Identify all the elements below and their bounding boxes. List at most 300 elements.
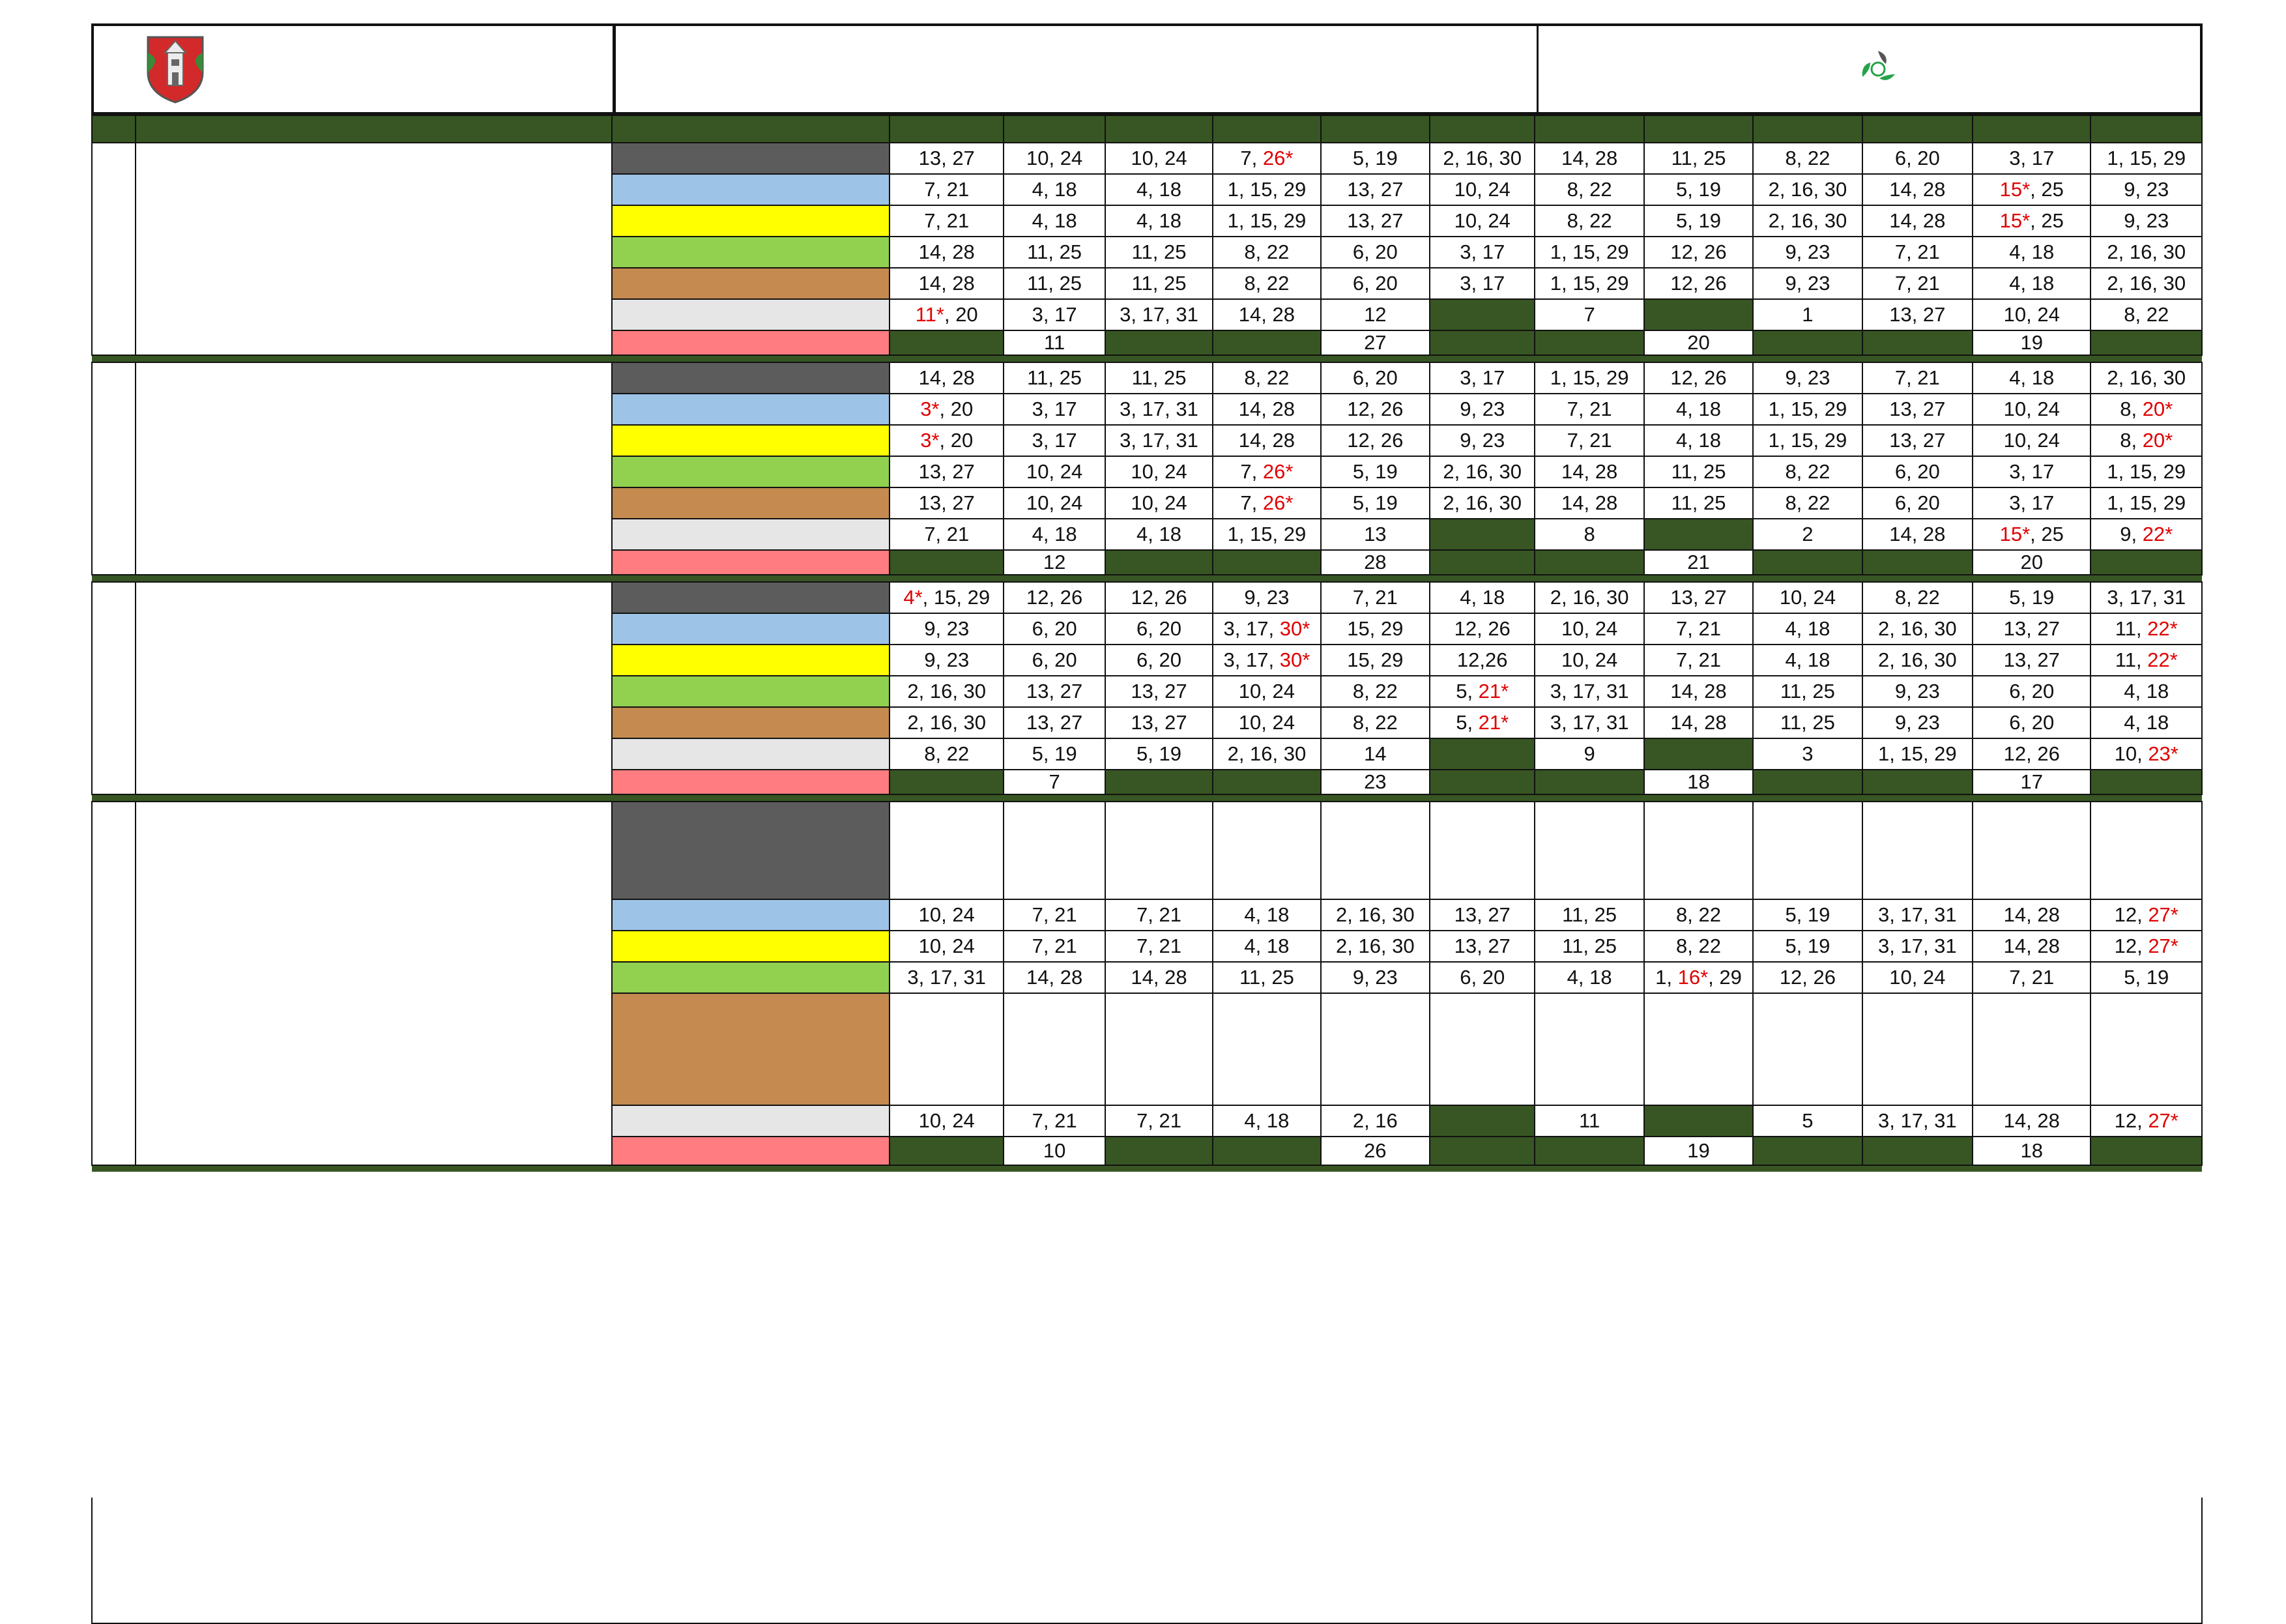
pickup-dates-cell (890, 394, 1004, 425)
date-text: 5 (1802, 1109, 1814, 1132)
date-text: 5, 19 (1032, 742, 1077, 765)
date-text: 10, 24 (1131, 491, 1187, 514)
pickup-dates-cell (1430, 582, 1535, 613)
pickup-dates-cell (1973, 425, 2091, 456)
date-text: 13, 27 (918, 460, 975, 483)
pickup-dates-cell (890, 268, 1004, 299)
date-text: 19 (2020, 331, 2043, 354)
date-text: 1, 15, 29 (2107, 460, 2186, 483)
date-text: 2, 16 (1352, 1109, 1398, 1132)
no-pickup-cell (1644, 519, 1753, 550)
date-text: 11, 25 (1562, 903, 1617, 926)
date-text: 12, 26 (2003, 742, 2060, 765)
pickup-dates-cell (890, 931, 1004, 962)
no-pickup-cell (1213, 550, 1320, 575)
pickup-dates-cell (1644, 613, 1753, 645)
no-pickup-cell (1105, 1137, 1213, 1165)
date-text: 20 (1687, 331, 1710, 354)
pickup-dates-cell (1753, 394, 1862, 425)
pickup-dates-cell (1321, 1105, 1430, 1137)
date-text: 7, 21 (1032, 903, 1077, 926)
pickup-dates-cell (1213, 899, 1320, 931)
date-text: , 15, 29 (922, 586, 991, 609)
date-text: 3, 17, 31 (907, 966, 987, 989)
pickup-dates-cell (1213, 362, 1320, 394)
date-text: 8, 22 (1894, 586, 1940, 609)
pickup-dates-cell (2091, 1105, 2202, 1137)
date-text: 14, 28 (1561, 147, 1618, 169)
pickup-dates-cell (1321, 1137, 1430, 1165)
pickup-dates-cell (1105, 899, 1213, 931)
date-text: 7, 21 (1894, 272, 1940, 295)
pickup-dates-cell (1753, 738, 1862, 770)
date-text: 1, 15, 29 (1550, 240, 1629, 263)
location-column-header (136, 115, 612, 143)
pickup-dates-cell (1862, 362, 1973, 394)
date-text: 10, 24 (918, 1109, 975, 1132)
changed-date: 3* (920, 429, 940, 452)
date-text: 14, 28 (1561, 491, 1618, 514)
fraction-label-bio (612, 268, 890, 299)
pickup-dates-cell (1862, 931, 1973, 962)
pickup-dates-cell (1753, 237, 1862, 268)
changed-date: 3* (920, 398, 940, 420)
date-text: 12, 26 (1670, 240, 1727, 263)
date-text: 5, 19 (1352, 491, 1398, 514)
weekly-pickup-cell (890, 993, 1004, 1105)
no-pickup-cell (1430, 1105, 1535, 1137)
changed-date: 22* (2147, 648, 2178, 671)
date-text: 11 (1579, 1109, 1600, 1132)
pickup-dates-cell (1753, 268, 1862, 299)
pickup-dates-cell (1004, 676, 1105, 707)
date-text: 2, 16, 30 (1878, 617, 1957, 640)
pickup-dates-cell (1430, 962, 1535, 993)
pickup-dates-cell (1213, 931, 1320, 962)
pickup-dates-cell (1004, 550, 1105, 575)
date-text: 9, 23 (1785, 240, 1830, 263)
date-text: , 25 (2030, 209, 2064, 232)
pickup-dates-cell (2091, 174, 2202, 205)
pickup-dates-cell (1973, 613, 2091, 645)
date-text: 6, 20 (1352, 240, 1398, 263)
fraction-label-papier (612, 174, 890, 205)
separator-bar (92, 794, 2202, 802)
date-text: 4, 18 (1136, 209, 1181, 232)
date-text: 3, 17, 31 (1120, 398, 1198, 420)
date-text: 9, 23 (1352, 966, 1398, 989)
pickup-dates-cell (1004, 613, 1105, 645)
pickup-dates-cell (1213, 738, 1320, 770)
pickup-dates-cell (1973, 676, 2091, 707)
date-text: 2, 16, 30 (907, 680, 987, 703)
date-text: 11, 25 (1780, 680, 1835, 703)
pickup-dates-cell (1004, 143, 1105, 174)
pickup-dates-cell (2091, 582, 2202, 613)
date-text: 6, 20 (1136, 648, 1181, 671)
pickup-dates-cell (1535, 456, 1643, 487)
fraction-label-zmieszane (612, 143, 890, 174)
pickup-dates-cell (1321, 362, 1430, 394)
date-text: 13, 27 (918, 147, 975, 169)
changed-date: 27* (2148, 903, 2178, 926)
pickup-dates-cell (1753, 174, 1862, 205)
pickup-dates-cell (890, 645, 1004, 676)
date-text: 5, (1456, 711, 1479, 734)
pickup-dates-cell (1644, 962, 1753, 993)
no-pickup-cell (890, 330, 1004, 355)
no-pickup-cell (1430, 299, 1535, 330)
pickup-dates-cell (1321, 582, 1430, 613)
date-text: 8, 22 (1676, 935, 1721, 957)
no-pickup-cell (890, 1137, 1004, 1165)
pickup-dates-cell (2091, 362, 2202, 394)
changed-date: 20* (2142, 398, 2173, 420)
date-text: 9, 23 (1894, 680, 1940, 703)
fraction-label-papier (612, 613, 890, 645)
pickup-dates-cell (1105, 707, 1213, 738)
pickup-dates-cell (1105, 299, 1213, 330)
date-text: 4, 18 (2009, 366, 2055, 389)
pickup-dates-cell (1321, 487, 1430, 519)
changed-date: 11* (915, 303, 944, 326)
pickup-dates-cell (1644, 205, 1753, 237)
month-header (1535, 115, 1643, 143)
date-text: 7, 21 (1032, 935, 1077, 957)
date-text: 11, 25 (1671, 147, 1726, 169)
date-text: 3, 17, 31 (1550, 680, 1629, 703)
weekly-pickup-cell (1753, 993, 1862, 1105)
date-text: 2, 16, 30 (907, 711, 987, 734)
month-header (1321, 115, 1430, 143)
date-text: 18 (2020, 1139, 2043, 1162)
region-number (92, 362, 136, 575)
pickup-dates-cell (1973, 899, 2091, 931)
pickup-dates-cell (1213, 582, 1320, 613)
date-text: 3, 17, 31 (1550, 711, 1629, 734)
date-text: 6, 20 (2009, 680, 2055, 703)
pickup-dates-cell (1973, 268, 2091, 299)
date-text: 3, 17 (1032, 398, 1077, 420)
pickup-dates-cell (1753, 487, 1862, 519)
date-text: 8, 22 (1785, 460, 1830, 483)
pickup-dates-cell (1213, 676, 1320, 707)
pickup-dates-cell (1004, 899, 1105, 931)
pickup-dates-cell (1004, 299, 1105, 330)
date-text: 26 (1364, 1139, 1387, 1162)
weekly-pickup-cell (1973, 993, 2091, 1105)
pickup-dates-cell (1213, 205, 1320, 237)
pickup-dates-cell (1004, 738, 1105, 770)
date-text: 7, 21 (924, 178, 970, 201)
date-text: 1, 15, 29 (1227, 178, 1307, 201)
date-text: 2, 16, 30 (1227, 742, 1307, 765)
date-text: 27 (1364, 331, 1387, 354)
fraction-label-popiol (612, 299, 890, 330)
pickup-dates-cell (2091, 299, 2202, 330)
no-pickup-cell (1213, 330, 1320, 355)
date-text: 14, 28 (1889, 209, 1946, 232)
pickup-dates-cell (1004, 582, 1105, 613)
pickup-dates-cell (2091, 899, 2202, 931)
pickup-dates-cell (1105, 738, 1213, 770)
month-header (1753, 115, 1862, 143)
date-text: 10, 24 (1779, 586, 1836, 609)
pickup-dates-cell (1213, 143, 1320, 174)
changed-date: 22* (2147, 617, 2178, 640)
date-text: 1, 15, 29 (1227, 209, 1307, 232)
month-header (1004, 115, 1105, 143)
changed-date: 16* (1677, 966, 1709, 989)
date-text: 14, 28 (1889, 523, 1946, 545)
pickup-dates-cell (1862, 425, 1973, 456)
fraction-label-zmieszane (612, 582, 890, 613)
date-text: 12, 26 (1347, 429, 1404, 452)
fraction-label-gabaryty (612, 330, 890, 355)
pickup-dates-cell (1105, 425, 1213, 456)
date-text: 2, 16, 30 (1335, 935, 1415, 957)
date-text: 12, (2114, 903, 2149, 926)
date-text: 14, 28 (2003, 1109, 2060, 1132)
no-pickup-cell (1430, 770, 1535, 794)
no-pickup-cell (1213, 1137, 1320, 1165)
date-text: 3, 17, 31 (1878, 1109, 1957, 1132)
region-number (92, 143, 136, 355)
date-text: 4, 18 (1032, 178, 1077, 201)
pickup-dates-cell (1862, 487, 1973, 519)
pickup-dates-cell (1973, 550, 2091, 575)
weekly-pickup-cell (1862, 993, 1973, 1105)
date-text: 4, 18 (1244, 903, 1290, 926)
fraction-label-szklo (612, 962, 890, 993)
date-text: 12,26 (1456, 648, 1508, 671)
fraction-label-bio (612, 993, 890, 1105)
pickup-dates-cell (1430, 174, 1535, 205)
pickup-dates-cell (1644, 931, 1753, 962)
pickup-dates-cell (1004, 237, 1105, 268)
no-pickup-cell (1535, 550, 1643, 575)
pickup-dates-cell (1862, 205, 1973, 237)
pickup-dates-cell (1535, 362, 1643, 394)
document-title (616, 26, 1539, 112)
date-text: 3, 17, (1223, 648, 1280, 671)
changed-date: 22* (2142, 523, 2173, 545)
no-pickup-cell (1862, 1137, 1973, 1165)
date-text: 1, (1655, 966, 1678, 989)
date-text: 13, 27 (1131, 680, 1187, 703)
date-text: 14, 28 (1238, 303, 1295, 326)
date-text: 2, 16, 30 (2107, 240, 2186, 263)
pickup-dates-cell (1213, 456, 1320, 487)
pickup-dates-cell (1753, 582, 1862, 613)
pickup-dates-cell (1535, 645, 1643, 676)
pickup-dates-cell (1213, 645, 1320, 676)
date-text: 1 (1802, 303, 1814, 326)
date-text: 9, 23 (2124, 178, 2169, 201)
date-text: , 25 (2030, 178, 2064, 201)
weekly-pickup-cell (1430, 993, 1535, 1105)
pickup-dates-cell (1535, 707, 1643, 738)
pickup-dates-cell (2091, 519, 2202, 550)
date-text: 9, 23 (924, 648, 970, 671)
pickup-dates-cell (1105, 519, 1213, 550)
date-text: 9, 23 (924, 617, 970, 640)
region-localities (136, 802, 612, 1165)
pickup-dates-cell (1644, 174, 1753, 205)
pickup-dates-cell (1973, 330, 2091, 355)
date-text: 4, 18 (1136, 523, 1181, 545)
fraction-label-papier (612, 899, 890, 931)
weekly-pickup-cell (1535, 993, 1643, 1105)
chemeko-logo (1857, 48, 1908, 90)
date-text: 7, 21 (924, 209, 970, 232)
no-pickup-cell (1753, 330, 1862, 355)
no-pickup-cell (1105, 770, 1213, 794)
date-text: 7, 21 (924, 523, 970, 545)
pickup-dates-cell (890, 487, 1004, 519)
schedule-row-zmieszane (92, 362, 2202, 394)
date-text: 8, 22 (2124, 303, 2169, 326)
pickup-dates-cell (1430, 268, 1535, 299)
pickup-dates-cell (1321, 899, 1430, 931)
pickup-dates-cell (2091, 613, 2202, 645)
no-pickup-cell (1535, 330, 1643, 355)
date-text: 7, 21 (1567, 429, 1612, 452)
date-text: 8, 22 (1567, 178, 1612, 201)
date-text: 13, 27 (1026, 711, 1083, 734)
date-text: 3, 17, 31 (1120, 303, 1198, 326)
date-text: 5, 19 (2124, 966, 2169, 989)
pickup-dates-cell (1004, 519, 1105, 550)
pickup-dates-cell (1321, 268, 1430, 299)
date-text: 8, 22 (1785, 147, 1830, 169)
pickup-dates-cell (1105, 456, 1213, 487)
pickup-dates-cell (1862, 394, 1973, 425)
date-text: 28 (1364, 551, 1387, 573)
fraction-label-metale (612, 425, 890, 456)
pickup-dates-cell (1535, 519, 1643, 550)
fraction-label-zmieszane (612, 802, 890, 899)
pickup-dates-cell (1753, 1105, 1862, 1137)
pickup-dates-cell (1213, 613, 1320, 645)
footer-notes (91, 1498, 2203, 1624)
date-text: 3, 17, 31 (1878, 935, 1957, 957)
pickup-dates-cell (1004, 1137, 1105, 1165)
date-text: 13, 27 (1347, 178, 1404, 201)
fraction-label-metale (612, 205, 890, 237)
date-text: 5, 19 (1352, 460, 1398, 483)
pickup-dates-cell (2091, 676, 2202, 707)
month-header (1213, 115, 1320, 143)
date-text: 4, 18 (1460, 586, 1505, 609)
date-text: 3, 17 (2009, 147, 2055, 169)
weekly-pickup-cell (2091, 993, 2202, 1105)
changed-date: 26* (1262, 460, 1294, 483)
region-separator (92, 794, 2202, 802)
pickup-dates-cell (1644, 456, 1753, 487)
pickup-dates-cell (1753, 205, 1862, 237)
column-header-row (92, 115, 2202, 143)
pickup-dates-cell (890, 899, 1004, 931)
date-text: 14, 28 (918, 240, 975, 263)
pickup-dates-cell (1321, 143, 1430, 174)
pickup-dates-cell (1535, 394, 1643, 425)
date-text: 10, 24 (1026, 147, 1083, 169)
date-text: 8, 22 (1352, 711, 1398, 734)
pickup-dates-cell (1213, 425, 1320, 456)
date-text: 9, 23 (1244, 586, 1290, 609)
no-pickup-cell (1105, 550, 1213, 575)
pickup-dates-cell (1105, 487, 1213, 519)
pickup-dates-cell (1105, 1105, 1213, 1137)
month-header (1973, 115, 2091, 143)
pickup-dates-cell (1321, 205, 1430, 237)
date-text: 10, 24 (1561, 648, 1618, 671)
pickup-dates-cell (1213, 299, 1320, 330)
pickup-dates-cell (2091, 931, 2202, 962)
date-text: 14, 28 (1131, 966, 1187, 989)
date-text: 11, 25 (1239, 966, 1294, 989)
pickup-dates-cell (1321, 707, 1430, 738)
date-text: 11, 25 (1027, 366, 1082, 389)
pickup-dates-cell (2091, 962, 2202, 993)
pickup-dates-cell (1535, 237, 1643, 268)
date-text: 5, 19 (2009, 586, 2055, 609)
no-pickup-cell (1430, 330, 1535, 355)
date-text: 5, 19 (1785, 903, 1830, 926)
date-text: 10, 24 (1026, 491, 1083, 514)
pickup-dates-cell (1004, 770, 1105, 794)
date-text: 6, 20 (1352, 272, 1398, 295)
pickup-dates-cell (1644, 899, 1753, 931)
date-text: 3, 17 (2009, 460, 2055, 483)
pickup-dates-cell (1535, 738, 1643, 770)
fraction-label-papier (612, 394, 890, 425)
date-text: 14, 28 (1026, 966, 1083, 989)
date-text: 3, 17, 31 (2107, 586, 2186, 609)
weekly-pickup-cell (1430, 802, 1535, 899)
date-text: 19 (1687, 1139, 1710, 1162)
pickup-dates-cell (890, 425, 1004, 456)
date-text: 9, (2120, 523, 2143, 545)
pickup-dates-cell (1644, 550, 1753, 575)
pickup-dates-cell (890, 676, 1004, 707)
date-text: 7, 21 (1894, 366, 1940, 389)
pickup-dates-cell (2091, 456, 2202, 487)
date-text: 5, 19 (1352, 147, 1398, 169)
pickup-dates-cell (1430, 899, 1535, 931)
pickup-dates-cell (1105, 205, 1213, 237)
date-text: 12, 26 (1347, 398, 1404, 420)
pickup-dates-cell (1321, 425, 1430, 456)
pickup-dates-cell (2091, 425, 2202, 456)
changed-date: 15* (1999, 523, 2031, 545)
pickup-dates-cell (1644, 425, 1753, 456)
no-pickup-cell (1430, 1137, 1535, 1165)
month-header (1644, 115, 1753, 143)
date-text: 14, 28 (1670, 680, 1727, 703)
pickup-dates-cell (1644, 1137, 1753, 1165)
date-text: 3, 17 (1032, 303, 1077, 326)
pickup-dates-cell (1973, 770, 2091, 794)
pickup-dates-cell (1321, 962, 1430, 993)
no-pickup-cell (1430, 550, 1535, 575)
region-number (92, 582, 136, 794)
date-text: 9, 23 (1460, 398, 1505, 420)
date-text: 10, 24 (2003, 398, 2060, 420)
pickup-dates-cell (1753, 613, 1862, 645)
date-text: 8, 22 (1567, 209, 1612, 232)
